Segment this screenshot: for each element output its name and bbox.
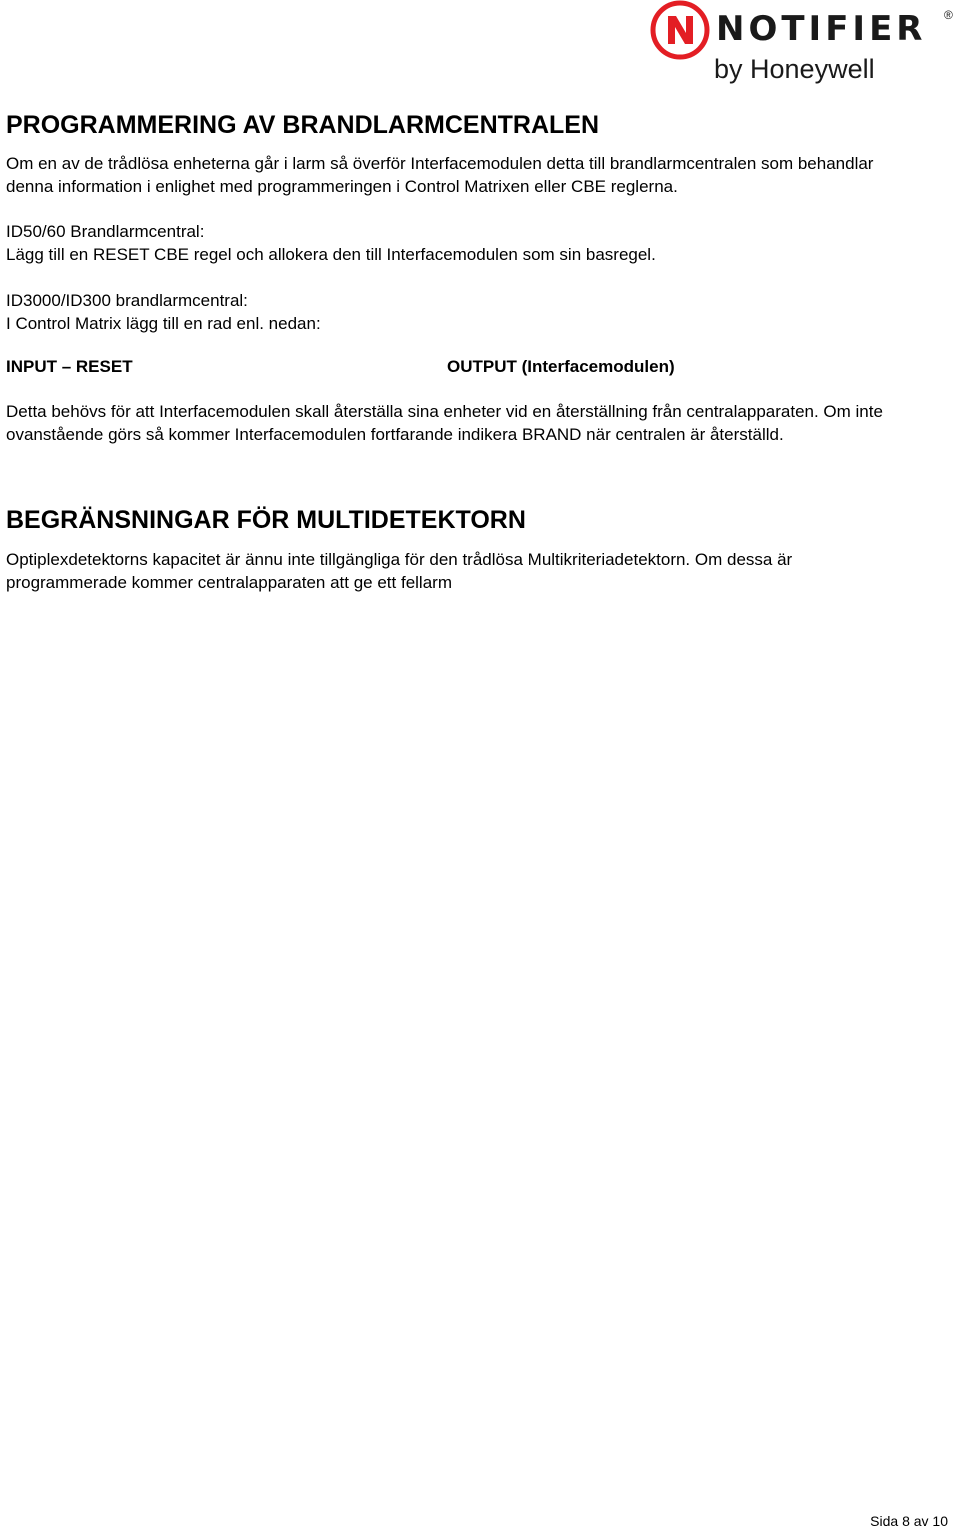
notifier-n-ring-icon bbox=[650, 0, 712, 62]
note-paragraph-block bbox=[6, 400, 911, 446]
section-heading: PROGRAMMERING AV BRANDLARMCENTRALEN bbox=[6, 111, 600, 139]
notifier-logo bbox=[650, 0, 960, 90]
page-number: Sida 8 av 10 bbox=[870, 1513, 948, 1529]
logo-brand-name: NOTIFIER bbox=[716, 9, 927, 49]
id50-block bbox=[6, 220, 911, 266]
intro-paragraph: Om en av de trådlösa enheterna går i larm så överför Interfacemodulen detta till brandlarmcentralen som behandlar denna information i enlighet med programmeringen i Control Matrixen eller CBE reglerna. bbox=[6, 154, 874, 196]
section-programming-heading-block bbox=[6, 110, 911, 140]
input-label: INPUT – RESET bbox=[6, 357, 133, 376]
logo-tagline: by Honeywell bbox=[714, 54, 875, 84]
id50-text: Lägg till en RESET CBE regel och allokera den till Interfacemodulen som sin basregel. bbox=[6, 245, 656, 264]
id50-title: ID50/60 Brandlarmcentral: bbox=[6, 222, 205, 241]
output-label: OUTPUT (Interfacemodulen) bbox=[447, 357, 675, 376]
id3000-title: ID3000/ID300 brandlarmcentral: bbox=[6, 291, 248, 310]
limitations-paragraph-block bbox=[6, 548, 911, 594]
intro-paragraph-block bbox=[6, 152, 911, 198]
id3000-text: I Control Matrix lägg till en rad enl. nedan: bbox=[6, 314, 321, 333]
registered-mark: ® bbox=[944, 8, 953, 22]
limitations-paragraph: Optiplexdetektorns kapacitet är ännu inte tillgängliga för den trådlösa Multikriteriadetektorn. Om dessa är programmerade kommer centralapparaten att ge ett fellarm bbox=[6, 550, 793, 592]
section-limitations-heading-block bbox=[6, 505, 911, 535]
note-paragraph: Detta behövs för att Interfacemodulen skall återställa sina enheter vid en återställning från centralapparaten. Om inte ovanstående görs så kommer Interfacemodulen fortfarande indikera BRAND när centralen är återställd. bbox=[6, 402, 883, 444]
id3000-block bbox=[6, 289, 911, 335]
section-heading-limitations: BEGRÄNSNINGAR FÖR MULTIDETEKTORN bbox=[6, 506, 526, 534]
